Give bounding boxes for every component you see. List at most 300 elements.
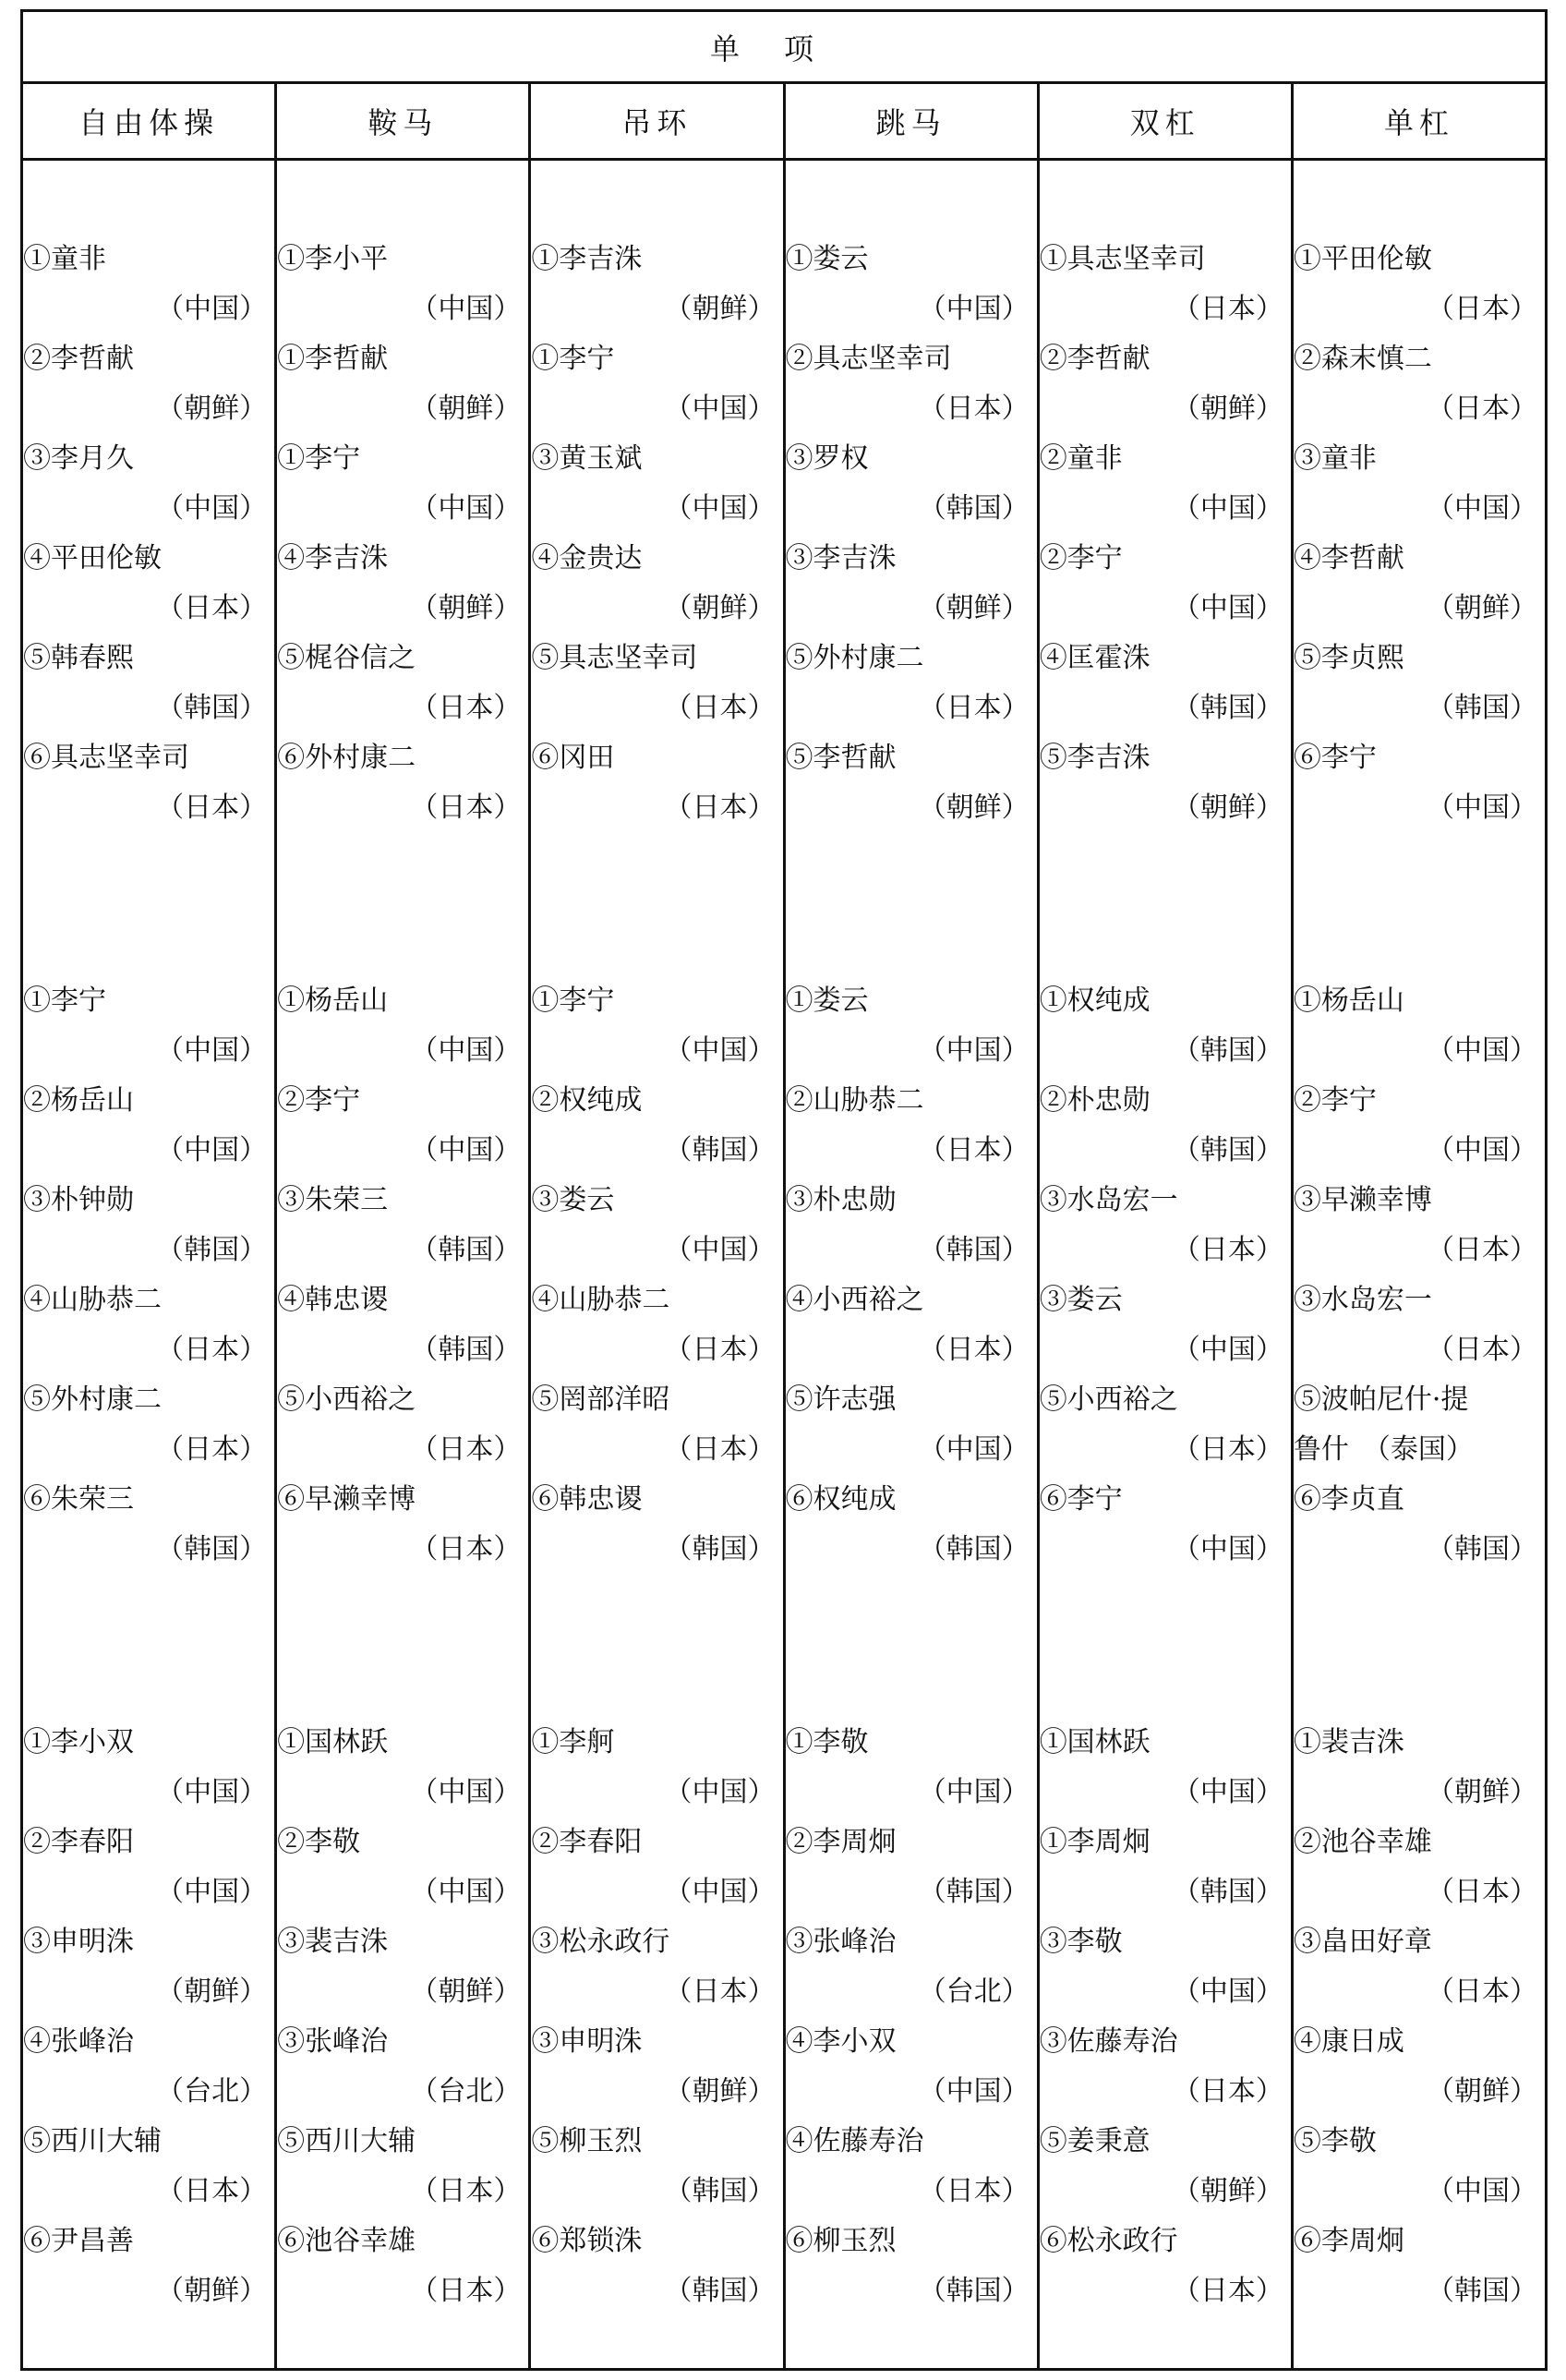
- athlete-country: （中国）: [918, 293, 1030, 325]
- result-entry: [531, 976, 782, 1076]
- athlete-name: ⑤李敬: [1293, 2125, 1377, 2157]
- athlete-name: ③水岛宏一: [1293, 1284, 1432, 1316]
- result-entry: [23, 1375, 274, 1475]
- athlete-name: ⑤姜秉意: [1039, 2125, 1150, 2157]
- result-entry: [531, 1475, 782, 1575]
- athlete-name: ②杨岳山: [23, 1084, 134, 1117]
- athlete-country: （日本）: [410, 791, 522, 824]
- athlete-country: （台北）: [156, 2075, 268, 2108]
- athlete-name: ②李哲献: [1039, 343, 1150, 375]
- result-entry: [786, 2117, 1037, 2217]
- athlete-country: （朝鲜）: [918, 791, 1030, 824]
- result-entry: [277, 235, 528, 334]
- athlete-name: ⑥柳玉烈: [785, 2225, 897, 2257]
- athlete-country: （中国）: [1427, 1134, 1538, 1166]
- athlete-country: （韩国）: [918, 2275, 1030, 2307]
- result-entry: [1294, 976, 1545, 1076]
- results-group: [531, 833, 782, 1575]
- result-entry: [277, 1076, 528, 1176]
- results-group: [1040, 833, 1291, 1575]
- result-entry: [786, 733, 1037, 833]
- athlete-country: （日本）: [410, 692, 522, 724]
- athlete-name: ③朴钟勋: [23, 1184, 134, 1216]
- athlete-country: （日本）: [410, 1533, 522, 1565]
- athlete-country: （韩国）: [918, 1876, 1030, 1908]
- athlete-country: （中国）: [1427, 791, 1538, 824]
- result-entry: [23, 634, 274, 733]
- athlete-country: （日本）: [156, 791, 268, 824]
- result-entry: [1294, 1275, 1545, 1375]
- result-entry: [23, 534, 274, 634]
- result-entry: [786, 1275, 1037, 1375]
- athlete-name: ⑥具志坚幸司: [23, 742, 189, 774]
- result-entry: [277, 534, 528, 634]
- result-entry: [531, 1275, 782, 1375]
- athlete-name: ④匡霍洙: [1039, 642, 1150, 674]
- result-entry: [23, 2217, 274, 2316]
- result-entry: [1040, 1375, 1291, 1475]
- result-entry: [1040, 2117, 1291, 2217]
- athlete-name: ⑤梶谷信之: [277, 642, 416, 674]
- result-entry: [23, 235, 274, 334]
- athlete-country: （中国）: [156, 1876, 268, 1908]
- athlete-country: （韩国）: [156, 1533, 268, 1565]
- athlete-country: （中国）: [664, 1776, 776, 1808]
- athlete-name: ③裴吉洙: [277, 1926, 389, 1958]
- athlete-country: （日本）: [1427, 1334, 1538, 1366]
- athlete-country: （日本）: [1427, 393, 1538, 425]
- athlete-name: ②李周炯: [785, 1826, 897, 1858]
- result-entry: [1040, 1076, 1291, 1176]
- athlete-country: （韩国）: [1427, 2275, 1538, 2307]
- athlete-name: ⑤李哲献: [785, 742, 897, 774]
- result-entry: [1040, 1718, 1291, 1818]
- result-entry: [23, 1475, 274, 1575]
- athlete-name: ④李小双: [785, 2025, 897, 2058]
- athlete-country: （朝鲜）: [1427, 2075, 1538, 2108]
- result-entry: [23, 1917, 274, 2017]
- athlete-name: ②池谷幸雄: [1293, 1826, 1432, 1858]
- result-entry: [1040, 1275, 1291, 1375]
- athlete-country: （韩国）: [156, 692, 268, 724]
- athlete-name: ③童非: [1293, 442, 1377, 475]
- athlete-name: ②李宁: [277, 1084, 361, 1117]
- result-entry: [1040, 1176, 1291, 1275]
- athlete-country: （韩国）: [410, 1234, 522, 1266]
- athlete-country: （中国）: [664, 1234, 776, 1266]
- result-entry: [531, 1917, 782, 2017]
- athlete-name: ⑤外村康二: [23, 1383, 162, 1416]
- athlete-name: ⑤小西裕之: [1039, 1383, 1178, 1416]
- athlete-country: （日本）: [1172, 293, 1283, 325]
- athlete-name: ②森末慎二: [1293, 343, 1432, 375]
- athlete-country: （日本）: [1427, 1975, 1538, 2008]
- athlete-name: ⑥松永政行: [1039, 2225, 1178, 2257]
- athlete-name: ⑤西川大辅: [23, 2125, 162, 2157]
- athlete-name: ③李吉洙: [785, 542, 897, 574]
- athlete-name: ①李小平: [277, 243, 389, 275]
- result-entry: [1294, 235, 1545, 334]
- event-column: [1291, 161, 1545, 2371]
- event-column: [274, 161, 528, 2371]
- athlete-name: ①裴吉洙: [1293, 1726, 1404, 1758]
- result-entry: [531, 1076, 782, 1176]
- result-entry: [786, 976, 1037, 1076]
- athlete-country: （中国）: [410, 1034, 522, 1067]
- result-entry: [1040, 1818, 1291, 1917]
- athlete-name: ③申明洙: [23, 1926, 134, 1958]
- result-entry: [1294, 434, 1545, 534]
- result-entry: [23, 1718, 274, 1818]
- event-column: [783, 161, 1037, 2371]
- athlete-name: ①李吉洙: [531, 243, 643, 275]
- column-headers: [23, 84, 1545, 161]
- results-group: [1294, 161, 1545, 833]
- result-entry: [1040, 1475, 1291, 1575]
- athlete-name: ⑥朱荣三: [23, 1483, 134, 1516]
- athlete-country: （中国）: [410, 1776, 522, 1808]
- athlete-name: ⑤西川大辅: [277, 2125, 416, 2157]
- result-entry: [277, 1818, 528, 1917]
- athlete-country: （韩国）: [1427, 692, 1538, 724]
- athlete-country: （日本）: [156, 1433, 268, 1466]
- athlete-country: （日本）: [1427, 293, 1538, 325]
- athlete-name: ②具志坚幸司: [785, 343, 952, 375]
- result-entry: [277, 1375, 528, 1475]
- result-entry: [1294, 733, 1545, 833]
- athlete-name: ③申明洙: [531, 2025, 643, 2058]
- results-group: [23, 1575, 274, 2316]
- athlete-name: ②李春阳: [531, 1826, 643, 1858]
- athlete-country: （朝鲜）: [1427, 1776, 1538, 1808]
- athlete-country: （日本）: [664, 1975, 776, 2008]
- event-column: [528, 161, 782, 2371]
- event-header: 跳马: [783, 84, 1037, 158]
- results-group: [23, 161, 274, 833]
- result-entry: [786, 235, 1037, 334]
- result-entry: [1294, 534, 1545, 634]
- athlete-name: ③娄云: [1039, 1284, 1123, 1316]
- athlete-name: ①李小双: [23, 1726, 134, 1758]
- athlete-name: ⑤波帕尼什·提: [1293, 1383, 1469, 1416]
- athlete-name: ③娄云: [531, 1184, 615, 1216]
- athlete-name: ③早濑幸博: [1293, 1184, 1432, 1216]
- athlete-country: （中国）: [410, 1134, 522, 1166]
- athlete-country: （中国）: [664, 492, 776, 525]
- result-entry: [531, 1375, 782, 1475]
- athlete-name: ①童非: [23, 243, 106, 275]
- athlete-country: （中国）: [1427, 2175, 1538, 2207]
- athlete-name: ⑥冈田: [531, 742, 615, 774]
- athlete-country: （中国）: [918, 1433, 1030, 1466]
- athlete-country: （日本）: [664, 692, 776, 724]
- result-entry: [531, 2017, 782, 2117]
- athlete-country: （台北）: [918, 1975, 1030, 2008]
- athlete-name: ③水岛宏一: [1039, 1184, 1178, 1216]
- result-entry: [1294, 1475, 1545, 1575]
- athlete-country: （朝鲜）: [1172, 393, 1283, 425]
- athlete-name: ③畠田好章: [1293, 1926, 1432, 1958]
- result-entry: [786, 1718, 1037, 1818]
- result-entry: [277, 634, 528, 733]
- athlete-name: ⑤韩春熙: [23, 642, 134, 674]
- result-entry: [277, 1275, 528, 1375]
- athlete-country: （韩国）: [664, 1533, 776, 1565]
- athlete-country: （日本）: [156, 1334, 268, 1366]
- athlete-name: ①娄云: [785, 985, 869, 1017]
- results-group: [786, 161, 1037, 833]
- athlete-name: ①国林跃: [1039, 1726, 1150, 1758]
- result-entry: [1040, 1917, 1291, 2017]
- athlete-country: （朝鲜）: [1172, 2175, 1283, 2207]
- athlete-country: （日本）: [410, 1433, 522, 1466]
- result-entry: [1040, 534, 1291, 634]
- result-entry: [786, 1818, 1037, 1917]
- athlete-country: （朝鲜）: [156, 2275, 268, 2307]
- result-entry: [531, 1718, 782, 1818]
- result-entry: [277, 1176, 528, 1275]
- athlete-country: （韩国）: [664, 2175, 776, 2207]
- results-group: [1294, 1575, 1545, 2316]
- athlete-name: ②山胁恭二: [785, 1084, 924, 1117]
- athlete-country: （朝鲜）: [664, 293, 776, 325]
- athlete-name: ①权纯成: [1039, 985, 1150, 1017]
- athlete-name: ①李敬: [785, 1726, 869, 1758]
- athlete-country: （中国）: [156, 1034, 268, 1067]
- athlete-country: （中国）: [410, 1876, 522, 1908]
- athlete-name: ⑤许志强: [785, 1383, 897, 1416]
- athlete-name: ②李春阳: [23, 1826, 134, 1858]
- result-entry: [531, 334, 782, 434]
- athlete-country: （朝鲜）: [410, 592, 522, 624]
- results-group: [1294, 833, 1545, 1575]
- result-entry: [786, 2217, 1037, 2316]
- result-entry: [1040, 235, 1291, 334]
- athlete-name: ⑥韩忠谡: [531, 1483, 643, 1516]
- athlete-country: （韩国）: [664, 2275, 776, 2307]
- athlete-name: ⑤外村康二: [785, 642, 924, 674]
- table-title: 单项: [23, 12, 1545, 84]
- athlete-country: （朝鲜）: [156, 393, 268, 425]
- athlete-country: （朝鲜）: [918, 592, 1030, 624]
- athlete-name: ①杨岳山: [277, 985, 389, 1017]
- athlete-name: ①李宁: [531, 985, 615, 1017]
- athlete-country: （日本）: [664, 1334, 776, 1366]
- event-column: [23, 161, 274, 2371]
- athlete-country: （中国）: [918, 1034, 1030, 1067]
- athlete-country: （中国）: [918, 1776, 1030, 1808]
- athlete-country: （朝鲜）: [1427, 592, 1538, 624]
- results-group: [531, 161, 782, 833]
- event-header: 双杠: [1037, 84, 1291, 158]
- athlete-country: （日本）: [1427, 1234, 1538, 1266]
- athlete-name: ④张峰治: [23, 2025, 134, 2058]
- athlete-name: ①具志坚幸司: [1039, 243, 1206, 275]
- athlete-country: （韩国）: [918, 1533, 1030, 1565]
- athlete-name: ⑤小西裕之: [277, 1383, 416, 1416]
- result-entry: [23, 2017, 274, 2117]
- athlete-name: ⑥李宁: [1293, 742, 1377, 774]
- athlete-name: ②朴忠勋: [1039, 1084, 1150, 1117]
- athlete-name: ⑥尹昌善: [23, 2225, 134, 2257]
- athlete-country: （韩国）: [156, 1234, 268, 1266]
- athlete-name: ④韩忠谡: [277, 1284, 389, 1316]
- result-entry: [1040, 733, 1291, 833]
- athlete-country: （中国）: [1172, 492, 1283, 525]
- result-entry: [786, 2017, 1037, 2117]
- result-entry: [531, 534, 782, 634]
- athlete-country: （中国）: [1172, 592, 1283, 624]
- athlete-country: （韩国）: [918, 492, 1030, 525]
- result-entry: [1294, 634, 1545, 733]
- athlete-name: ③朴忠勋: [785, 1184, 897, 1216]
- result-entry: [1040, 634, 1291, 733]
- athlete-country: （日本）: [410, 2175, 522, 2207]
- result-entry: [786, 1375, 1037, 1475]
- athlete-country: （日本）: [156, 592, 268, 624]
- athlete-country: （朝鲜）: [1172, 791, 1283, 824]
- result-entry: [23, 334, 274, 434]
- athlete-name: ②李宁: [1293, 1084, 1377, 1117]
- athlete-country: （中国）: [664, 1876, 776, 1908]
- athlete-name: ④山胁恭二: [23, 1284, 162, 1316]
- athlete-country: （韩国）: [664, 1134, 776, 1166]
- athlete-country: （中国）: [664, 1034, 776, 1067]
- athlete-country: （台北）: [410, 2075, 522, 2108]
- result-entry: [23, 2117, 274, 2217]
- result-entry: [1294, 2017, 1545, 2117]
- athlete-country: （韩国）: [1172, 1134, 1283, 1166]
- result-entry: [277, 976, 528, 1076]
- athlete-name: ③李月久: [23, 442, 134, 475]
- athlete-name: ③黄玉斌: [531, 442, 643, 475]
- result-entry: [23, 976, 274, 1076]
- athlete-name: ③朱荣三: [277, 1184, 389, 1216]
- result-entry: [23, 1818, 274, 1917]
- result-entry: [277, 1718, 528, 1818]
- athlete-name: ④李吉洙: [277, 542, 389, 574]
- result-entry: [1294, 1718, 1545, 1818]
- result-entry: [277, 1475, 528, 1575]
- result-entry: [23, 1076, 274, 1176]
- athlete-country: （中国）: [156, 492, 268, 525]
- athlete-country: （中国）: [156, 293, 268, 325]
- results-group: [786, 1575, 1037, 2316]
- athlete-name: ①李宁: [277, 442, 361, 475]
- result-entry: [786, 1176, 1037, 1275]
- athlete-country: （日本）: [156, 2175, 268, 2207]
- result-entry: [277, 2217, 528, 2316]
- athlete-name: ②权纯成: [531, 1084, 643, 1117]
- athlete-name: ⑥李贞直: [1293, 1483, 1404, 1516]
- athlete-country: （日本）: [1427, 1876, 1538, 1908]
- result-entry: [786, 1475, 1037, 1575]
- result-entry: [23, 1176, 274, 1275]
- athlete-name: ①李舸: [531, 1726, 615, 1758]
- athlete-name: ⑥李周炯: [1293, 2225, 1404, 2257]
- athlete-country: （中国）: [1172, 1776, 1283, 1808]
- result-entry: [1040, 976, 1291, 1076]
- athlete-country: （日本）: [1172, 2275, 1283, 2307]
- results-group: [1040, 1575, 1291, 2316]
- athlete-country: （朝鲜）: [410, 393, 522, 425]
- result-entry: [1040, 334, 1291, 434]
- athlete-name: ④佐藤寿治: [785, 2125, 924, 2157]
- result-entry: [23, 1275, 274, 1375]
- athlete-name: ②童非: [1039, 442, 1123, 475]
- athlete-name: ①杨岳山: [1293, 985, 1404, 1017]
- athlete-country: （中国）: [156, 1134, 268, 1166]
- athlete-country: （朝鲜）: [664, 592, 776, 624]
- result-entry: [531, 434, 782, 534]
- athlete-name: ④平田伦敏: [23, 542, 162, 574]
- results-group: [277, 161, 528, 833]
- result-entry: [531, 235, 782, 334]
- result-entry: [786, 434, 1037, 534]
- result-entry: [277, 434, 528, 534]
- athlete-country: （韩国）: [1172, 1034, 1283, 1067]
- athlete-name: ⑤柳玉烈: [531, 2125, 643, 2157]
- athlete-name: ④金贵达: [531, 542, 643, 574]
- event-header: 自由体操: [78, 105, 220, 140]
- athlete-country: 鲁什 （泰国）: [1293, 1433, 1474, 1466]
- table-body: [23, 161, 1545, 2371]
- athlete-country: （日本）: [918, 1134, 1030, 1166]
- athlete-name: ⑥早濑幸博: [277, 1483, 416, 1516]
- athlete-country: （中国）: [1427, 1034, 1538, 1067]
- result-entry: [531, 1818, 782, 1917]
- result-entry: [23, 733, 274, 833]
- result-entry: [786, 634, 1037, 733]
- result-entry: [1040, 2217, 1291, 2316]
- athlete-name: ④李哲献: [1293, 542, 1404, 574]
- result-entry: [531, 2117, 782, 2217]
- event-header: 吊环: [528, 84, 782, 158]
- athlete-country: （中国）: [1172, 1533, 1283, 1565]
- athlete-country: （朝鲜）: [410, 1975, 522, 2008]
- results-group: [23, 833, 274, 1575]
- athlete-name: ⑥权纯成: [785, 1483, 897, 1516]
- athlete-name: ⑤具志坚幸司: [531, 642, 698, 674]
- event-header: 单杠: [1291, 84, 1545, 158]
- athlete-name: ①国林跃: [277, 1726, 389, 1758]
- result-entry: [786, 1917, 1037, 2017]
- athlete-country: （日本）: [918, 2175, 1030, 2207]
- athlete-name: ①平田伦敏: [1293, 243, 1432, 275]
- athlete-name: ①李哲献: [277, 343, 389, 375]
- athlete-country: （日本）: [1172, 1234, 1283, 1266]
- athlete-country: （朝鲜）: [664, 2075, 776, 2108]
- result-entry: [1294, 1176, 1545, 1275]
- athlete-name: ⑥外村康二: [277, 742, 416, 774]
- results-group: [786, 833, 1037, 1575]
- athlete-country: （中国）: [1172, 1334, 1283, 1366]
- athlete-country: （中国）: [156, 1776, 268, 1808]
- athlete-country: （日本）: [1172, 1433, 1283, 1466]
- results-group: [277, 1575, 528, 2316]
- athlete-name: ②李宁: [1039, 542, 1123, 574]
- result-entry: [277, 2017, 528, 2117]
- results-group: [277, 833, 528, 1575]
- result-entry: [531, 1176, 782, 1275]
- athlete-name: ③松永政行: [531, 1926, 670, 1958]
- athlete-name: ④康日成: [1293, 2025, 1404, 2058]
- athlete-name: ①李宁: [23, 985, 106, 1017]
- athlete-country: （中国）: [918, 2075, 1030, 2108]
- athlete-country: （日本）: [918, 393, 1030, 425]
- athlete-country: （中国）: [664, 393, 776, 425]
- athlete-name: ②李敬: [277, 1826, 361, 1858]
